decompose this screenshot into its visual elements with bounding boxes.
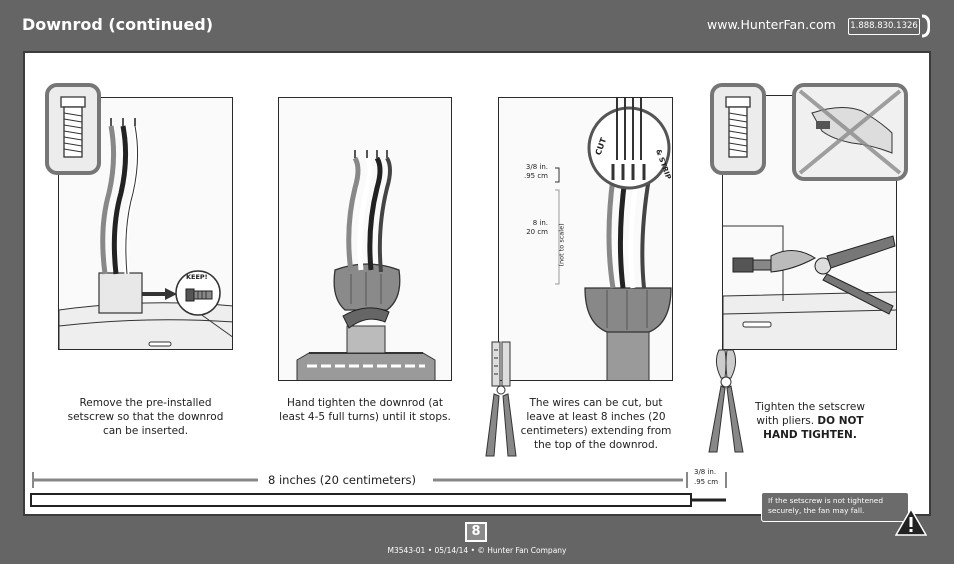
step4-caption bbox=[744, 400, 876, 442]
bolt-badge-icon bbox=[45, 83, 101, 175]
step4-caption-line bbox=[744, 414, 876, 428]
no-hand-tighten-icon bbox=[792, 83, 908, 181]
keep-badge-label: KEEP! bbox=[186, 273, 208, 281]
step2-caption-line: least 4-5 full turns) until it stops. bbox=[279, 411, 451, 423]
step1-caption-line: setscrew so that the downrod bbox=[67, 411, 224, 423]
step2-caption-line: Hand tighten the downrod (at bbox=[287, 397, 443, 409]
cut-label: CUT bbox=[593, 136, 609, 157]
step3-caption bbox=[510, 396, 682, 452]
step4-caption-plain: with pliers. bbox=[756, 415, 815, 427]
step1-caption-line: can be inserted. bbox=[102, 425, 189, 437]
warning-note: If the setscrew is not tightened securely, the fan may fall. bbox=[761, 492, 909, 522]
step3-caption-line: the top of the downrod. bbox=[534, 439, 658, 451]
step2-figure bbox=[278, 97, 452, 381]
measure-small-in: 3/8 in. bbox=[694, 468, 717, 476]
measure-label: 8 inches (20 centimeters) bbox=[268, 473, 417, 487]
dimension-8-cm: 20 cm bbox=[526, 228, 548, 236]
dimension-8-in: 8 in. bbox=[532, 219, 548, 227]
page-title: Downrod (continued) bbox=[22, 15, 214, 34]
step4-caption-bold: HAND TIGHTEN. bbox=[763, 429, 857, 441]
pliers-icon bbox=[705, 348, 747, 456]
strip-label: & STRIP bbox=[654, 148, 673, 181]
page-number: 8 bbox=[465, 522, 487, 542]
phone-number: 1.888.830.1326 bbox=[848, 18, 920, 35]
website-link[interactable]: www.HunterFan.com bbox=[707, 17, 836, 32]
not-to-scale-label: (not to scale) bbox=[557, 223, 566, 267]
step1-caption bbox=[58, 396, 233, 438]
step4-caption-line: Tighten the setscrew bbox=[755, 401, 865, 413]
warning-icon bbox=[895, 507, 927, 537]
step4-caption-bold: DO NOT bbox=[817, 415, 864, 427]
footer-text: M3543-01 • 05/14/14 • © Hunter Fan Company bbox=[387, 546, 567, 555]
step4-caption-line bbox=[744, 428, 876, 442]
step3-caption-line: centimeters) extending from bbox=[520, 425, 672, 437]
measure-small-cm: .95 cm bbox=[694, 478, 719, 486]
dimension-38-in: 3/8 in. bbox=[525, 163, 548, 171]
step2-caption bbox=[270, 396, 460, 424]
phone-icon bbox=[920, 14, 930, 38]
bolt-badge-icon bbox=[710, 83, 766, 175]
step3-caption-line: leave at least 8 inches (20 bbox=[526, 411, 666, 423]
step1-caption-line: Remove the pre-installed bbox=[79, 397, 212, 409]
step3-caption-line: The wires can be cut, but bbox=[529, 397, 663, 409]
dimension-38-cm: .95 cm bbox=[523, 172, 548, 180]
step3-figure bbox=[498, 97, 673, 381]
